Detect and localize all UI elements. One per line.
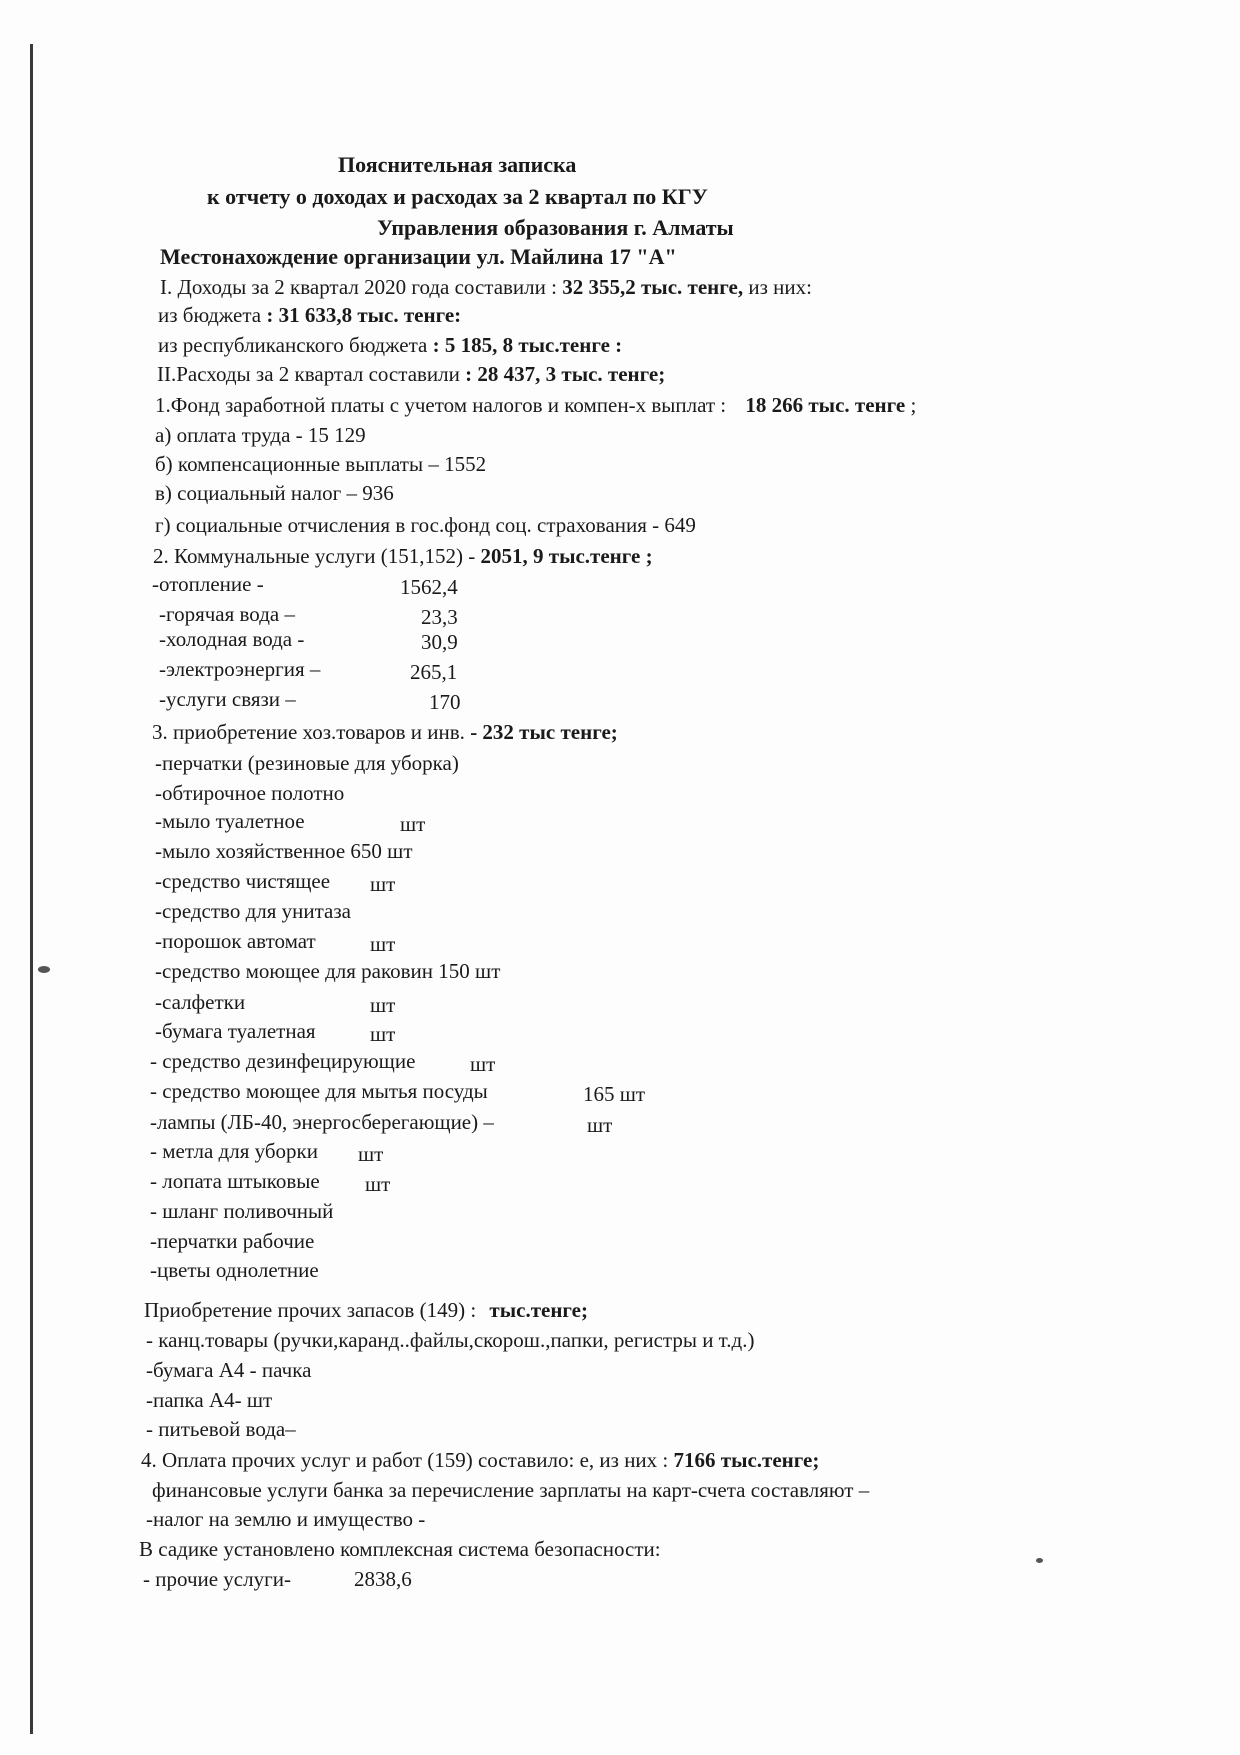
goods-item: -перчатки рабочие bbox=[150, 1229, 315, 1253]
goods-item: -мыло туалетное bbox=[155, 809, 305, 833]
services-item: -налог на землю и имущество - bbox=[146, 1507, 426, 1531]
income-total bbox=[160, 274, 812, 300]
utility-item: -электроэнергия – bbox=[159, 657, 321, 681]
utilities-heading bbox=[153, 543, 653, 569]
scan-speck bbox=[1036, 1558, 1043, 1563]
other-stock-value: тыс.тенге; bbox=[489, 1298, 588, 1322]
income-republic-label: из республиканского бюджета bbox=[158, 333, 428, 357]
doc-title: Пояснительная записка bbox=[338, 152, 577, 177]
utility-value: 30,9 bbox=[421, 630, 458, 654]
goods-item: - шланг поливочный bbox=[150, 1199, 334, 1223]
goods-item: -перчатки (резиновые для уборка) bbox=[155, 751, 459, 775]
goods-item: -цветы однолетние bbox=[150, 1258, 319, 1282]
utility-value: 1562,4 bbox=[400, 575, 458, 599]
services-value: 7166 тыс.тенге; bbox=[673, 1448, 820, 1472]
goods-item-unit: шт bbox=[587, 1113, 613, 1137]
utility-item: -горячая вода – bbox=[159, 602, 295, 626]
payroll-item: в) социальный налог – 936 bbox=[155, 481, 394, 505]
scan-speck bbox=[38, 966, 50, 973]
goods-item: -мыло хозяйственное 650 шт bbox=[155, 839, 413, 863]
goods-item: -обтирочное полотно bbox=[155, 781, 345, 805]
goods-item-unit: шт bbox=[370, 993, 396, 1017]
payroll-value: 18 266 тыс. тенге bbox=[745, 393, 906, 417]
income-budget-label: из бюджета bbox=[158, 303, 262, 327]
goods-item: - средство дезинфецирующие bbox=[150, 1049, 416, 1073]
goods-item-unit: шт bbox=[370, 932, 396, 956]
goods-item-unit: шт bbox=[370, 872, 396, 896]
payroll-suffix: ; bbox=[910, 393, 917, 417]
other-stock-item: - канц.товары (ручки,каранд..файлы,скорош.,папки, регистры и т.д.) bbox=[146, 1328, 755, 1352]
payroll-item: б) компенсационные выплаты – 1552 bbox=[155, 452, 487, 476]
goods-item-unit: 165 шт bbox=[583, 1082, 646, 1106]
payroll-label: 1.Фонд заработной платы с учетом налогов и компен-х выплат : bbox=[155, 393, 727, 417]
services-item: В садике установлено комплексная система безопасности: bbox=[139, 1537, 661, 1561]
utility-value: 170 bbox=[429, 690, 461, 714]
goods-item: - средство моющее для мытья посуды bbox=[150, 1079, 488, 1103]
goods-item-unit: шт bbox=[370, 1022, 396, 1046]
goods-item: - лопата штыковые bbox=[150, 1169, 320, 1193]
goods-item: -порошок автомат bbox=[155, 929, 316, 953]
other-stock-item: -папка А4- шт bbox=[146, 1388, 273, 1412]
goods-item-unit: шт bbox=[358, 1142, 384, 1166]
doc-subtitle: к отчету о доходах и расходах за 2 квартал по КГУ bbox=[207, 184, 708, 209]
payroll-item: г) социальные отчисления в гос.фонд соц. страхования - 649 bbox=[155, 513, 696, 537]
other-stock-item: - питьевой вода– bbox=[146, 1417, 296, 1441]
utilities-value: 2051, 9 тыс.тенге ; bbox=[480, 544, 653, 568]
goods-item: - метла для уборки bbox=[150, 1139, 318, 1163]
expenses-total bbox=[157, 361, 665, 387]
goods-label: 3. приобретение хоз.товаров и инв. bbox=[152, 720, 465, 744]
services-item: финансовые услуги банка за перечисление зарплаты на карт-счета составляют – bbox=[152, 1478, 870, 1502]
income-budget-value: : 31 633,8 тыс. тенге: bbox=[266, 303, 462, 327]
payroll-heading bbox=[155, 392, 916, 418]
utility-value: 23,3 bbox=[421, 605, 458, 629]
utility-item: -холодная вода - bbox=[159, 627, 305, 651]
doc-org: Управления образования г. Алматы bbox=[377, 215, 734, 240]
goods-item-unit: шт bbox=[365, 1172, 391, 1196]
goods-item: -средство чистящее bbox=[155, 869, 331, 893]
doc-location: Местонахождение организации ул. Майлина 17 "А" bbox=[160, 244, 677, 269]
services-other-label: - прочие услуги- bbox=[143, 1567, 291, 1591]
income-republic bbox=[158, 332, 622, 358]
services-heading bbox=[141, 1447, 819, 1473]
goods-item: -средство моющее для раковин 150 шт bbox=[155, 959, 501, 983]
payroll-item: а) оплата труда - 15 129 bbox=[155, 423, 366, 447]
income-total-label: I. Доходы за 2 квартал 2020 года составили : bbox=[160, 275, 557, 299]
scan-edge-line bbox=[30, 44, 33, 1734]
income-budget bbox=[158, 302, 461, 328]
utility-item: -услуги связи – bbox=[159, 687, 296, 711]
utilities-label: 2. Коммунальные услуги (151,152) - bbox=[153, 544, 476, 568]
goods-item-unit: шт bbox=[470, 1052, 496, 1076]
income-total-value: 32 355,2 тыс. тенге, bbox=[562, 275, 744, 299]
income-republic-value: : 5 185, 8 тыс.тенге : bbox=[432, 333, 623, 357]
other-stock-label: Приобретение прочих запасов (149) : bbox=[144, 1298, 477, 1322]
services-other-value: 2838,6 bbox=[354, 1567, 412, 1591]
utility-value: 265,1 bbox=[410, 660, 458, 684]
goods-item: -салфетки bbox=[155, 990, 246, 1014]
expenses-total-label: II.Расходы за 2 квартал составили bbox=[157, 362, 460, 386]
goods-item: -бумага туалетная bbox=[155, 1019, 316, 1043]
goods-value: - 232 тыс тенге; bbox=[470, 720, 618, 744]
expenses-total-value: : 28 437, 3 тыс. тенге; bbox=[465, 362, 666, 386]
other-stock-item: -бумага А4 - пачка bbox=[146, 1358, 312, 1382]
other-stock-heading bbox=[144, 1297, 588, 1323]
goods-item-unit: шт bbox=[400, 812, 426, 836]
income-total-suffix: из них: bbox=[748, 275, 812, 299]
utility-item: -отопление - bbox=[152, 572, 264, 596]
services-label: 4. Оплата прочих услуг и работ (159) составило: е, из них : bbox=[141, 1448, 669, 1472]
goods-heading bbox=[152, 719, 618, 745]
goods-item: -средство для унитаза bbox=[155, 899, 351, 923]
goods-item: -лампы (ЛБ-40, энергосберегающие) – bbox=[150, 1110, 494, 1134]
